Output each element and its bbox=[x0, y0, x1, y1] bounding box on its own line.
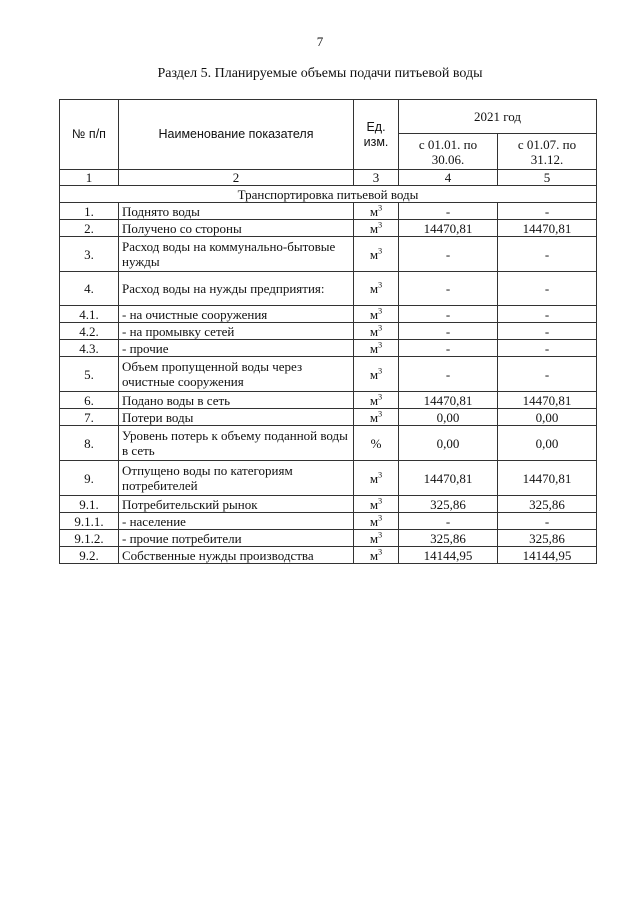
row-indicator-name-text: Отпущено воды по категориям потребителей bbox=[122, 463, 293, 493]
row-value-period-2-text: - bbox=[544, 340, 550, 356]
row-indicator-name-text: Получено со стороны bbox=[122, 220, 242, 236]
row-unit-text: м bbox=[369, 220, 379, 236]
row-value-period-1 bbox=[399, 272, 498, 306]
row-number bbox=[60, 530, 119, 547]
row-unit-text: м bbox=[369, 530, 379, 546]
row-value-period-1 bbox=[399, 409, 498, 426]
row-indicator-name-text: Поднято воды bbox=[122, 203, 200, 219]
row-indicator-name bbox=[119, 323, 354, 340]
unit-superscript: 3 bbox=[378, 366, 383, 376]
row-value-period-2-text: - bbox=[544, 246, 550, 262]
row-value-period-2 bbox=[498, 547, 597, 564]
row-value-period-2 bbox=[498, 426, 597, 461]
row-unit-text: м bbox=[369, 246, 379, 262]
row-unit-text: м bbox=[369, 470, 379, 486]
row-value-period-1 bbox=[399, 392, 498, 409]
row-value-period-1 bbox=[399, 340, 498, 357]
row-unit bbox=[354, 496, 399, 513]
row-unit bbox=[354, 220, 399, 237]
row-indicator-name-text: Расход воды на нужды предприятия: bbox=[122, 281, 325, 296]
row-value-period-1-text: - bbox=[445, 281, 451, 296]
row-number-text: 4.3. bbox=[79, 340, 99, 356]
unit-superscript: 3 bbox=[378, 513, 383, 523]
column-numbers-row bbox=[60, 170, 597, 186]
row-number-text: 6. bbox=[84, 392, 94, 408]
row-unit-text: м bbox=[369, 547, 379, 563]
row-number-text: 5. bbox=[84, 366, 94, 382]
header-num: № п/п bbox=[60, 100, 119, 170]
row-value-period-1 bbox=[399, 461, 498, 496]
table-row bbox=[60, 496, 597, 513]
header-name: Наименование показателя bbox=[119, 100, 354, 170]
col-number-3: 3 bbox=[354, 170, 399, 186]
row-value-period-2-text: - bbox=[544, 513, 550, 529]
row-number bbox=[60, 392, 119, 409]
row-indicator-name bbox=[119, 392, 354, 409]
row-value-period-1-text: 14470,81 bbox=[423, 470, 473, 486]
table-row bbox=[60, 547, 597, 564]
row-value-period-1 bbox=[399, 513, 498, 530]
col-number-1: 1 bbox=[60, 170, 119, 186]
row-indicator-name-text: - прочие bbox=[122, 340, 169, 356]
row-indicator-name-text: Уровень потерь к объему поданной воды в сеть bbox=[122, 428, 348, 458]
section-title: Раздел 5. Планируемые объемы подачи питьевой воды bbox=[157, 66, 483, 81]
row-unit bbox=[354, 272, 399, 306]
table-row bbox=[60, 340, 597, 357]
row-value-period-2 bbox=[498, 513, 597, 530]
row-unit bbox=[354, 547, 399, 564]
row-indicator-name-text: Собственные нужды производства bbox=[122, 547, 314, 563]
row-value-period-1-text: 325,86 bbox=[430, 530, 466, 546]
row-unit-text: м bbox=[369, 496, 379, 512]
row-unit-text: м bbox=[369, 203, 379, 219]
row-indicator-name-text: - население bbox=[122, 513, 186, 529]
row-value-period-2 bbox=[498, 357, 597, 392]
row-unit bbox=[354, 530, 399, 547]
row-number-text: 3. bbox=[84, 246, 94, 262]
unit-superscript: 3 bbox=[378, 323, 383, 333]
row-indicator-name bbox=[119, 496, 354, 513]
row-value-period-1 bbox=[399, 530, 498, 547]
unit-superscript: 3 bbox=[378, 340, 383, 350]
row-value-period-1-text: 0,00 bbox=[436, 435, 460, 451]
row-value-period-2-text: - bbox=[544, 323, 550, 339]
row-value-period-2 bbox=[498, 496, 597, 513]
row-unit-text: м bbox=[369, 513, 379, 529]
row-unit-text: м bbox=[369, 340, 379, 356]
col-number-2: 2 bbox=[119, 170, 354, 186]
row-unit-text: м bbox=[369, 281, 379, 296]
row-value-period-2 bbox=[498, 392, 597, 409]
row-unit bbox=[354, 306, 399, 323]
row-number-text: 1. bbox=[84, 203, 94, 219]
row-number-text: 8. bbox=[84, 435, 94, 451]
table-row bbox=[60, 513, 597, 530]
row-number bbox=[60, 306, 119, 323]
row-number bbox=[60, 340, 119, 357]
water-supply-table bbox=[59, 99, 597, 564]
unit-superscript: 3 bbox=[378, 392, 383, 402]
row-number bbox=[60, 409, 119, 426]
row-value-period-2 bbox=[498, 220, 597, 237]
row-value-period-1-text: - bbox=[445, 513, 451, 529]
row-indicator-name-text: Потери воды bbox=[122, 409, 194, 425]
row-unit bbox=[354, 426, 399, 461]
row-number bbox=[60, 513, 119, 530]
row-value-period-2 bbox=[498, 203, 597, 220]
row-number bbox=[60, 203, 119, 220]
row-value-period-1-text: 14470,81 bbox=[423, 220, 473, 236]
row-number-text: 9. bbox=[84, 470, 94, 486]
row-indicator-name-text: - на промывку сетей bbox=[122, 323, 235, 339]
unit-superscript: 3 bbox=[378, 409, 383, 419]
table-row bbox=[60, 461, 597, 496]
row-unit-text: % bbox=[370, 435, 382, 451]
row-value-period-1 bbox=[399, 306, 498, 323]
row-number bbox=[60, 426, 119, 461]
row-indicator-name bbox=[119, 357, 354, 392]
table-row bbox=[60, 306, 597, 323]
row-value-period-2 bbox=[498, 409, 597, 426]
row-number bbox=[60, 547, 119, 564]
row-value-period-2-text: 325,86 bbox=[529, 496, 565, 512]
row-value-period-1-text: - bbox=[445, 366, 451, 382]
row-indicator-name bbox=[119, 409, 354, 426]
row-value-period-1-text: 325,86 bbox=[430, 496, 466, 512]
row-indicator-name-text: Подано воды в сеть bbox=[122, 392, 231, 408]
table-row bbox=[60, 357, 597, 392]
row-value-period-1-text: 0,00 bbox=[436, 409, 460, 425]
row-value-period-2 bbox=[498, 461, 597, 496]
row-value-period-1 bbox=[399, 323, 498, 340]
row-value-period-2-text: 0,00 bbox=[535, 409, 559, 425]
row-unit bbox=[354, 340, 399, 357]
row-number bbox=[60, 496, 119, 513]
header-period-1: с 01.01. по 30.06. bbox=[399, 134, 498, 170]
row-value-period-1-text: - bbox=[445, 306, 451, 322]
row-value-period-2-text: 14470,81 bbox=[522, 470, 572, 486]
row-value-period-2-text: 14470,81 bbox=[522, 220, 572, 236]
row-number-text: 7. bbox=[84, 409, 94, 425]
row-number bbox=[60, 220, 119, 237]
row-value-period-2-text: - bbox=[544, 203, 550, 219]
row-value-period-2 bbox=[498, 306, 597, 323]
row-value-period-1-text: - bbox=[445, 246, 451, 262]
row-value-period-2-text: - bbox=[544, 281, 550, 296]
table-row bbox=[60, 203, 597, 220]
row-number bbox=[60, 357, 119, 392]
row-value-period-2 bbox=[498, 237, 597, 272]
row-indicator-name-text: Потребительский рынок bbox=[122, 496, 258, 512]
unit-superscript: 3 bbox=[378, 470, 383, 480]
unit-superscript: 3 bbox=[378, 220, 383, 230]
table-row bbox=[60, 323, 597, 340]
unit-superscript: 3 bbox=[378, 306, 383, 316]
row-number bbox=[60, 461, 119, 496]
row-value-period-2-text: 14470,81 bbox=[522, 392, 572, 408]
table-row bbox=[60, 409, 597, 426]
table-row bbox=[60, 272, 597, 306]
row-value-period-2-text: 325,86 bbox=[529, 530, 565, 546]
row-unit bbox=[354, 203, 399, 220]
row-number-text: 9.1.1. bbox=[74, 513, 104, 529]
row-number-text: 9.2. bbox=[79, 547, 99, 563]
row-indicator-name-text: Объем пропущенной воды через очистные сооружения bbox=[122, 359, 303, 389]
header-year: 2021 год bbox=[399, 100, 597, 134]
col-number-5: 5 bbox=[498, 170, 597, 186]
table-body bbox=[60, 100, 597, 564]
unit-superscript: 3 bbox=[378, 280, 383, 290]
row-number-text: 4. bbox=[84, 281, 94, 296]
row-indicator-name bbox=[119, 461, 354, 496]
row-value-period-1 bbox=[399, 357, 498, 392]
row-indicator-name bbox=[119, 530, 354, 547]
unit-superscript: 3 bbox=[378, 203, 383, 213]
row-unit bbox=[354, 409, 399, 426]
row-unit bbox=[354, 461, 399, 496]
page-number: 7 bbox=[316, 34, 324, 49]
row-indicator-name-text: - прочие потребители bbox=[122, 530, 242, 546]
row-value-period-2 bbox=[498, 272, 597, 306]
header-row-1 bbox=[60, 100, 597, 134]
row-number-text: 4.1. bbox=[79, 306, 99, 322]
row-number bbox=[60, 272, 119, 306]
row-value-period-2 bbox=[498, 530, 597, 547]
row-unit-text: м bbox=[369, 392, 379, 408]
row-indicator-name bbox=[119, 513, 354, 530]
row-value-period-1 bbox=[399, 547, 498, 564]
row-unit-text: м bbox=[369, 323, 379, 339]
row-indicator-name bbox=[119, 306, 354, 323]
row-indicator-name-text: - на очистные сооружения bbox=[122, 306, 268, 322]
row-number bbox=[60, 237, 119, 272]
row-indicator-name bbox=[119, 220, 354, 237]
row-unit-text: м bbox=[369, 366, 379, 382]
group-title-row bbox=[60, 186, 597, 203]
row-unit-text: м bbox=[369, 409, 379, 425]
row-value-period-2-text: 0,00 bbox=[535, 435, 559, 451]
row-value-period-1-text: - bbox=[445, 323, 451, 339]
row-indicator-name bbox=[119, 237, 354, 272]
row-value-period-1 bbox=[399, 426, 498, 461]
col-number-4: 4 bbox=[399, 170, 498, 186]
group-title: Транспортировка питьевой воды bbox=[60, 186, 597, 203]
row-value-period-2 bbox=[498, 340, 597, 357]
table-row bbox=[60, 220, 597, 237]
row-unit bbox=[354, 513, 399, 530]
row-value-period-2-text: - bbox=[544, 306, 550, 322]
row-unit bbox=[354, 237, 399, 272]
row-number-text: 9.1. bbox=[79, 496, 99, 512]
table-row bbox=[60, 530, 597, 547]
row-unit bbox=[354, 392, 399, 409]
row-value-period-1 bbox=[399, 203, 498, 220]
table-row bbox=[60, 426, 597, 461]
unit-superscript: 3 bbox=[378, 530, 383, 540]
table-row bbox=[60, 237, 597, 272]
row-indicator-name-text: Расход воды на коммунально-бытовые нужды bbox=[122, 239, 336, 269]
row-indicator-name bbox=[119, 340, 354, 357]
row-number-text: 9.1.2. bbox=[74, 530, 104, 546]
unit-superscript: 3 bbox=[378, 547, 383, 557]
row-value-period-2-text: - bbox=[544, 366, 550, 382]
table-row bbox=[60, 392, 597, 409]
unit-superscript: 3 bbox=[378, 246, 383, 256]
row-number-text: 4.2. bbox=[79, 323, 99, 339]
row-value-period-1-text: 14144,95 bbox=[423, 547, 473, 563]
row-indicator-name bbox=[119, 203, 354, 220]
row-indicator-name bbox=[119, 547, 354, 564]
row-value-period-1-text: 14470,81 bbox=[423, 392, 473, 408]
row-value-period-2-text: 14144,95 bbox=[522, 547, 572, 563]
row-number bbox=[60, 323, 119, 340]
row-value-period-1 bbox=[399, 220, 498, 237]
row-value-period-2 bbox=[498, 323, 597, 340]
header-period-2: с 01.07. по 31.12. bbox=[498, 134, 597, 170]
row-unit bbox=[354, 323, 399, 340]
header-unit: Ед. изм. bbox=[354, 100, 399, 170]
row-value-period-1 bbox=[399, 237, 498, 272]
row-value-period-1-text: - bbox=[445, 340, 451, 356]
row-number-text: 2. bbox=[84, 220, 94, 236]
unit-superscript: 3 bbox=[378, 496, 383, 506]
row-indicator-name bbox=[119, 426, 354, 461]
row-unit bbox=[354, 357, 399, 392]
row-value-period-1-text: - bbox=[445, 203, 451, 219]
row-value-period-1 bbox=[399, 496, 498, 513]
row-indicator-name bbox=[119, 272, 354, 306]
row-unit-text: м bbox=[369, 306, 379, 322]
